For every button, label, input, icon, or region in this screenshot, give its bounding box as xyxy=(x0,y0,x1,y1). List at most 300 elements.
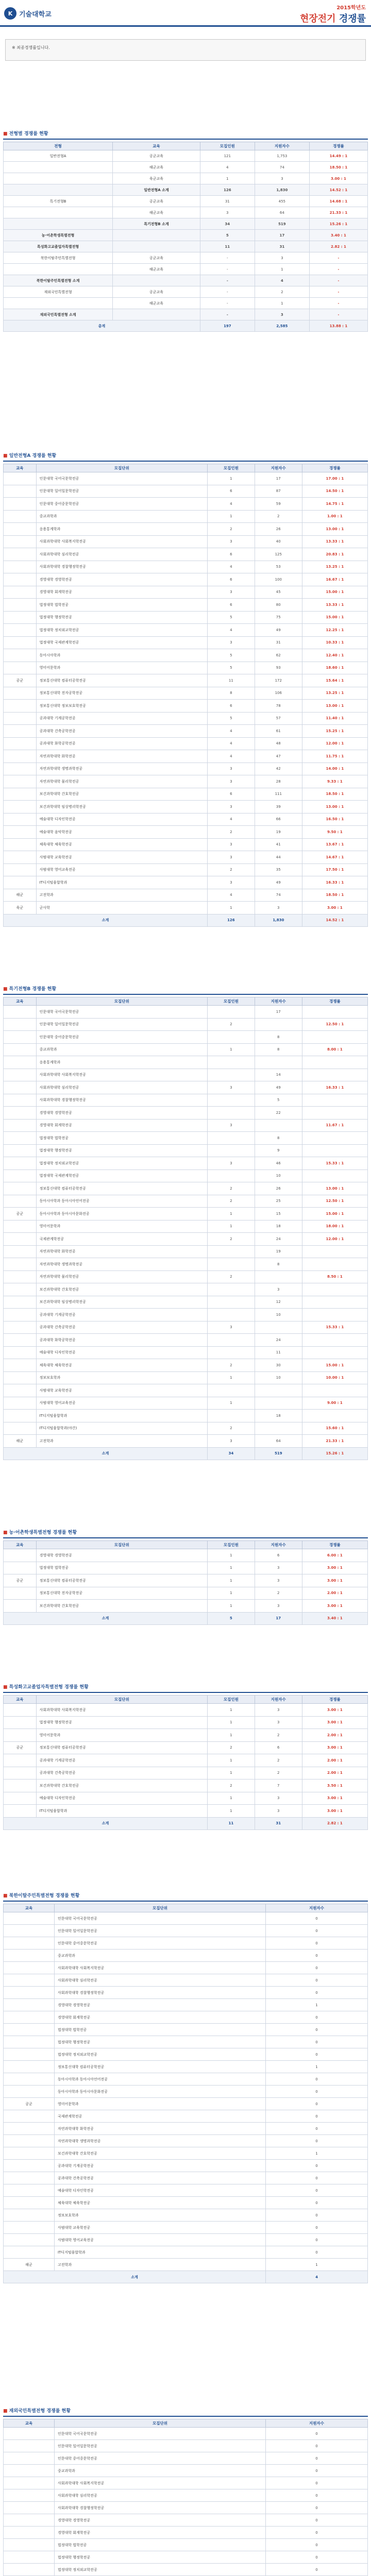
quota xyxy=(207,1296,255,1309)
branch-name xyxy=(4,876,37,889)
applicants: 1 xyxy=(266,2259,368,2271)
table-header-row xyxy=(4,1541,368,1549)
branch-name xyxy=(4,2477,55,2489)
column-header: 경쟁률 xyxy=(302,997,367,1006)
section-title-text: 일반전형A 경쟁률 현황 xyxy=(9,453,57,459)
applicants xyxy=(255,1422,302,1435)
major-name: IT디지털융합학과 xyxy=(54,2246,265,2259)
table-row xyxy=(4,2209,368,2222)
branch-name xyxy=(4,1182,37,1195)
quota xyxy=(207,1309,255,1321)
applicants: 0 xyxy=(266,2024,368,2036)
competition-rate: 17.00 : 1 xyxy=(302,472,367,485)
section-title xyxy=(3,1529,368,1538)
applicants: 40 xyxy=(255,535,302,548)
branch-name xyxy=(4,2061,55,2073)
branch-name xyxy=(4,1334,37,1347)
branch-name xyxy=(4,611,37,624)
table-row xyxy=(4,218,368,230)
competition-rate: - xyxy=(309,298,367,309)
table-row xyxy=(4,252,368,264)
quota: 6 xyxy=(207,700,255,713)
applicants: 3 xyxy=(255,1283,302,1296)
applicants: 0 xyxy=(266,2514,368,2527)
applicants: 46 xyxy=(255,1157,302,1170)
applicants: 125 xyxy=(255,548,302,561)
table-row xyxy=(4,1220,368,1233)
table-row xyxy=(4,762,368,775)
column-header: 모집인원 xyxy=(200,142,255,150)
table-row xyxy=(4,725,368,738)
section-bullet-icon: ■ xyxy=(3,1530,9,1535)
branch-name xyxy=(4,775,37,788)
competition-rate: 15.33 : 1 xyxy=(302,1321,367,1334)
applicants: 1 xyxy=(255,298,309,309)
branch-name xyxy=(4,1422,37,1435)
section-title xyxy=(3,1683,368,1693)
competition-rate: 3.40 : 1 xyxy=(309,230,367,241)
branch-name xyxy=(4,801,37,814)
competition-rate: 2.82 : 1 xyxy=(309,241,367,252)
competition-rate: 15.00 : 1 xyxy=(302,586,367,599)
major-name: 법정대학 국제관계학전공 xyxy=(36,1170,207,1182)
applicants: 3 xyxy=(255,309,309,320)
applicants: 8 xyxy=(255,1132,302,1145)
page-header xyxy=(0,0,371,27)
quota xyxy=(207,1245,255,1258)
major-name: 사회과학대학 심리학전공 xyxy=(54,2489,265,2502)
major-name: 보건과학대학 임상병리학전공 xyxy=(36,801,207,814)
branch-name xyxy=(4,1805,37,1818)
section-title-text: 재외국민특별전형 경쟁률 현황 xyxy=(9,2409,71,2414)
applicants: 2 xyxy=(255,1587,302,1600)
track-name: 북한이탈주민특별전형 소계 xyxy=(4,275,113,286)
rate-table xyxy=(3,997,368,1460)
competition-rate: 13.25 : 1 xyxy=(302,561,367,573)
branch-name xyxy=(4,2465,55,2477)
major-name: 예술대학 디자인학전공 xyxy=(36,1346,207,1359)
table-total-row xyxy=(4,1817,368,1830)
applicants xyxy=(255,1018,302,1031)
table-row xyxy=(4,1600,368,1613)
competition-rate: 18.60 : 1 xyxy=(302,662,367,674)
competition-rate xyxy=(302,1384,367,1397)
table-row xyxy=(4,813,368,826)
table-row xyxy=(4,1157,368,1170)
branch-name: 육군 xyxy=(4,902,37,914)
applicants: 172 xyxy=(255,674,302,687)
table-row xyxy=(4,1937,368,1950)
table-row xyxy=(4,2551,368,2564)
major-name: 공과대학 건축공학전공 xyxy=(36,725,207,738)
quota: 2 xyxy=(207,1780,255,1792)
applicants xyxy=(255,1270,302,1283)
major-name: 사범대학 영어교육전공 xyxy=(36,863,207,876)
quota: - xyxy=(200,275,255,286)
branch-name xyxy=(4,2539,55,2551)
table-row xyxy=(4,1410,368,1422)
competition-rate xyxy=(302,1283,367,1296)
competition-rate: 3.00 : 1 xyxy=(302,1562,367,1574)
applicants: 22 xyxy=(255,1107,302,1120)
major-name: 경영대학 경영학전공 xyxy=(36,573,207,586)
major-name: 정보통신대학 정보보호학전공 xyxy=(36,700,207,713)
quota xyxy=(207,1258,255,1271)
track-name: 일반전형A xyxy=(4,150,113,162)
total-rate: 14.52 : 1 xyxy=(302,914,367,927)
applicants: 17 xyxy=(255,1006,302,1019)
quota: 2 xyxy=(207,1195,255,1208)
applicants: 0 xyxy=(266,2073,368,2086)
section-bullet-icon: ■ xyxy=(3,131,9,137)
competition-rate: 14.75 : 1 xyxy=(302,498,367,511)
applicants: 47 xyxy=(255,750,302,763)
quota xyxy=(207,1283,255,1296)
branch-name xyxy=(4,624,37,637)
branch-name xyxy=(4,2110,55,2123)
competition-rate: 3.00 : 1 xyxy=(302,902,367,914)
quota: 5 xyxy=(207,649,255,662)
final-rate-notice: ※ 최종경쟁률입니다. xyxy=(5,39,366,61)
major-name: 고전학과 xyxy=(36,889,207,902)
rate-section xyxy=(3,452,368,927)
branch-name xyxy=(4,687,37,700)
major-name: 사회과학대학 사회복지학전공 xyxy=(36,535,207,548)
track-name: 재외국민특별전형 소계 xyxy=(4,309,113,320)
column-header: 모집인원 xyxy=(207,1696,255,1704)
applicants: 0 xyxy=(266,1962,368,1974)
major-name: 정보통신대학 컴퓨터공학전공 xyxy=(36,1741,207,1754)
branch-name xyxy=(4,662,37,674)
quota xyxy=(207,1069,255,1081)
competition-rate xyxy=(302,1258,367,1271)
rate-table xyxy=(3,2419,368,2576)
branch-name xyxy=(4,1144,37,1157)
table-row xyxy=(4,2502,368,2514)
applicants: 17 xyxy=(255,472,302,485)
major-name: 사회과학대학 사회복지학전공 xyxy=(36,1704,207,1717)
applicants: 87 xyxy=(255,485,302,498)
table-row xyxy=(4,624,368,637)
table-row xyxy=(4,1334,368,1347)
branch-name xyxy=(4,1346,37,1359)
branch-name xyxy=(4,1767,37,1780)
quota: 2 xyxy=(207,863,255,876)
section-bullet-icon: ■ xyxy=(3,1893,9,1899)
total-label: 소계 xyxy=(4,1817,208,1830)
major-name: 경영대학 회계학전공 xyxy=(36,586,207,599)
branch-name xyxy=(4,2564,55,2576)
competition-rate: - xyxy=(309,275,367,286)
branch-name xyxy=(4,712,37,725)
major-name: 경영대학 경영학전공 xyxy=(36,1107,207,1120)
column-header: 모집단위 xyxy=(36,997,207,1006)
column-header: 모집단위 xyxy=(36,1541,207,1549)
competition-rate: 20.83 : 1 xyxy=(302,548,367,561)
branch-name xyxy=(4,1704,37,1717)
quota: 2 xyxy=(207,523,255,536)
quota: 2 xyxy=(207,1018,255,1031)
quota: - xyxy=(200,264,255,275)
applicants: 53 xyxy=(255,561,302,573)
branch-name xyxy=(4,2234,55,2246)
competition-rate: 14.00 : 1 xyxy=(302,762,367,775)
major-name: 정보보호학과 xyxy=(54,2209,265,2222)
competition-rate xyxy=(302,1069,367,1081)
total-applicants: 4 xyxy=(266,2271,368,2283)
major-name: 인문대학 일어일문학전공 xyxy=(36,1018,207,1031)
major-name: 자연과학대학 물리학전공 xyxy=(36,1270,207,1283)
table-row xyxy=(4,173,368,184)
applicants: 2 xyxy=(255,286,309,298)
table-row xyxy=(4,2036,368,2048)
quota: 3 xyxy=(207,586,255,599)
table-row xyxy=(4,700,368,713)
quota: 4 xyxy=(207,750,255,763)
section-title-text: 북한이탈주민특별전형 경쟁률 현황 xyxy=(9,1893,80,1899)
major-name: 체육대학 체육학전공 xyxy=(36,838,207,851)
table-row xyxy=(4,1780,368,1792)
major-name: 사범대학 교육학전공 xyxy=(36,1384,207,1397)
major-name: 인문대학 일어일문학전공 xyxy=(54,2440,265,2452)
major-name: 고전학과 xyxy=(54,2259,265,2271)
major-name: 경영대학 경영학전공 xyxy=(36,1549,207,1562)
applicants: 12 xyxy=(255,1296,302,1309)
table-row xyxy=(4,2123,368,2135)
branch-name xyxy=(4,2222,55,2234)
quota: 6 xyxy=(207,573,255,586)
major-name: 공과대학 기계공학전공 xyxy=(54,2160,265,2172)
applicants: 1 xyxy=(266,2147,368,2160)
competition-rate: 15.64 : 1 xyxy=(302,674,367,687)
branch-name xyxy=(4,2160,55,2172)
branch-name xyxy=(4,599,37,612)
quota: 2 xyxy=(207,826,255,839)
branch-name xyxy=(4,851,37,864)
branch-name xyxy=(4,2184,55,2197)
major-name: 법정대학 행정학전공 xyxy=(54,2036,265,2048)
competition-rate xyxy=(302,1107,367,1120)
table-row xyxy=(4,2527,368,2539)
table-header-row xyxy=(4,997,368,1006)
quota: 1 xyxy=(207,1729,255,1742)
track-name xyxy=(4,207,113,218)
competition-rate: - xyxy=(309,309,367,320)
major-name: 보건과학대학 간호학전공 xyxy=(36,788,207,801)
total-label: 소계 xyxy=(4,1612,208,1625)
competition-rate: 15.00 : 1 xyxy=(302,1208,367,1221)
branch-name: 육군교육 xyxy=(113,173,200,184)
section-bullet-icon: ■ xyxy=(3,2409,9,2414)
competition-rate: 13.00 : 1 xyxy=(302,700,367,713)
applicants xyxy=(255,1056,302,1069)
applicants: 3 xyxy=(255,1805,302,1818)
track-name xyxy=(4,298,113,309)
major-name: 공과대학 화학공학전공 xyxy=(36,737,207,750)
major-name: 법정대학 행정학전공 xyxy=(36,611,207,624)
branch-name xyxy=(4,1974,55,1987)
competition-rate: 9.33 : 1 xyxy=(302,775,367,788)
competition-rate: 21.33 : 1 xyxy=(302,1435,367,1448)
quota: 2 xyxy=(207,1359,255,1372)
branch-name: 공군 xyxy=(4,1741,37,1754)
branch-name: 공군교육 xyxy=(113,196,200,207)
applicants: 74 xyxy=(255,162,309,173)
section-title xyxy=(3,1892,368,1902)
applicants: 0 xyxy=(266,2086,368,2098)
branch-name xyxy=(4,1233,37,1246)
table-row xyxy=(4,1056,368,1069)
major-name: 공과대학 화학공학전공 xyxy=(36,1334,207,1347)
applicants: 111 xyxy=(255,788,302,801)
applicants: 45 xyxy=(255,586,302,599)
competition-rate: 12.00 : 1 xyxy=(302,1233,367,1246)
table-row xyxy=(4,1119,368,1132)
major-name: 자연과학대학 화학전공 xyxy=(54,2123,265,2135)
competition-rate: 3.00 : 1 xyxy=(302,1574,367,1587)
major-name: 자연과학대학 화학전공 xyxy=(36,750,207,763)
branch-name xyxy=(4,2011,55,2024)
applicants: 2 xyxy=(255,1729,302,1742)
competition-rate: 13.33 : 1 xyxy=(302,535,367,548)
quota: 2 xyxy=(207,1233,255,1246)
competition-rate xyxy=(302,1056,367,1069)
branch-name xyxy=(4,1999,55,2011)
branch-name: 공군교육 xyxy=(113,150,200,162)
major-name: 경영대학 회계학전공 xyxy=(36,1119,207,1132)
quota: 6 xyxy=(207,548,255,561)
table-row xyxy=(4,298,368,309)
table-total-row xyxy=(4,2271,368,2283)
column-header: 교육 xyxy=(4,2419,55,2428)
branch-name xyxy=(4,1359,37,1372)
competition-rate: 15.33 : 1 xyxy=(302,1157,367,1170)
branch-name xyxy=(4,1069,37,1081)
major-name: 인문대학 국어국문학전공 xyxy=(36,472,207,485)
branch-name xyxy=(4,2428,55,2440)
competition-rate: 18.50 : 1 xyxy=(302,788,367,801)
competition-rate: 18.50 : 1 xyxy=(309,162,367,173)
major-name: 동아시아학과 동아시아문화전공 xyxy=(54,2086,265,2098)
rate-table xyxy=(3,1695,368,1830)
major-name: 사회과학대학 경찰행정학전공 xyxy=(54,2502,265,2514)
applicants: 64 xyxy=(255,1435,302,1448)
competition-rate: 2.00 : 1 xyxy=(302,1767,367,1780)
competition-rate: 9.00 : 1 xyxy=(302,1397,367,1410)
table-row xyxy=(4,230,368,241)
quota: 1 xyxy=(207,902,255,914)
applicants: 0 xyxy=(266,2036,368,2048)
branch-name: 특기전형B 소계 xyxy=(113,218,200,230)
branch-name xyxy=(4,863,37,876)
applicants: 49 xyxy=(255,1081,302,1094)
table-row xyxy=(4,674,368,687)
table-row xyxy=(4,1182,368,1195)
major-name: 정보통신대학 전자공학전공 xyxy=(36,1587,207,1600)
applicants: 14 xyxy=(255,1069,302,1081)
table-row xyxy=(4,1792,368,1805)
applicants: 0 xyxy=(266,2135,368,2147)
major-name: 공과대학 건축공학전공 xyxy=(36,1321,207,1334)
branch-name xyxy=(4,2172,55,2184)
applicants: 0 xyxy=(266,2048,368,2061)
table-row xyxy=(4,1170,368,1182)
major-name: 사범대학 영어교육전공 xyxy=(54,2234,265,2246)
applicants: 0 xyxy=(266,2098,368,2110)
major-name: 응용통계학과 xyxy=(36,1056,207,1069)
table-row xyxy=(4,535,368,548)
major-name: 동아시아학과 동아시아언어전공 xyxy=(36,1195,207,1208)
branch-name xyxy=(4,1107,37,1120)
rate-section xyxy=(3,1529,368,1625)
section-bullet-icon: ■ xyxy=(3,987,9,992)
applicants: 1,830 xyxy=(255,184,309,196)
branch-name: 해군 xyxy=(4,1435,37,1448)
major-name: 자연과학대학 화학전공 xyxy=(36,1245,207,1258)
table-row xyxy=(4,548,368,561)
branch-name: 공군 xyxy=(4,1574,37,1587)
quota: - xyxy=(200,298,255,309)
applicants: 0 xyxy=(266,1937,368,1950)
table-row xyxy=(4,712,368,725)
table-row xyxy=(4,851,368,864)
table-row xyxy=(4,1384,368,1397)
track-name xyxy=(4,162,113,173)
major-name: 보건과학대학 간호학전공 xyxy=(36,1780,207,1792)
branch-name xyxy=(4,1925,55,1937)
competition-rate: 3.00 : 1 xyxy=(302,1792,367,1805)
competition-rate: 12.50 : 1 xyxy=(302,1018,367,1031)
table-row xyxy=(4,1195,368,1208)
branch-name xyxy=(4,737,37,750)
branch-name xyxy=(4,1043,37,1056)
column-header: 경쟁률 xyxy=(302,464,367,472)
major-name: 인문대학 국어국문학전공 xyxy=(54,2428,265,2440)
table-total-row xyxy=(4,914,368,927)
applicants: 3 xyxy=(255,1792,302,1805)
column-header: 교육 xyxy=(4,997,37,1006)
total-rate: 2.82 : 1 xyxy=(302,1817,367,1830)
major-name: 국제관계학전공 xyxy=(36,1233,207,1246)
competition-rate: 15.00 : 1 xyxy=(302,1359,367,1372)
table-header-row xyxy=(4,1904,368,1912)
school-logo[interactable] xyxy=(4,7,52,20)
competition-rate: 14.67 : 1 xyxy=(302,851,367,864)
major-name: 보건과학대학 간호학전공 xyxy=(54,2147,265,2160)
competition-rate: 6.00 : 1 xyxy=(302,1549,367,1562)
total-applicants: 519 xyxy=(255,1447,302,1460)
quota: 3 xyxy=(207,876,255,889)
table-row xyxy=(4,611,368,624)
branch-name xyxy=(4,510,37,523)
applicants: 0 xyxy=(266,2222,368,2234)
applicants: 0 xyxy=(266,2564,368,2576)
section-title xyxy=(3,2407,368,2417)
applicants: 6 xyxy=(255,1741,302,1754)
branch-name xyxy=(4,1321,37,1334)
applicants: 3 xyxy=(255,1574,302,1587)
applicants: 0 xyxy=(266,1912,368,1925)
quota: 1 xyxy=(207,1587,255,1600)
applicants: 1 xyxy=(266,2061,368,2073)
applicants: 106 xyxy=(255,687,302,700)
applicants: 78 xyxy=(255,700,302,713)
table-row xyxy=(4,1094,368,1107)
applicants: 0 xyxy=(266,2428,368,2440)
total-applicants: 17 xyxy=(255,1612,302,1625)
total-applicants: 1,830 xyxy=(255,914,302,927)
major-name: 정보통신대학 컴퓨터공학전공 xyxy=(36,1182,207,1195)
